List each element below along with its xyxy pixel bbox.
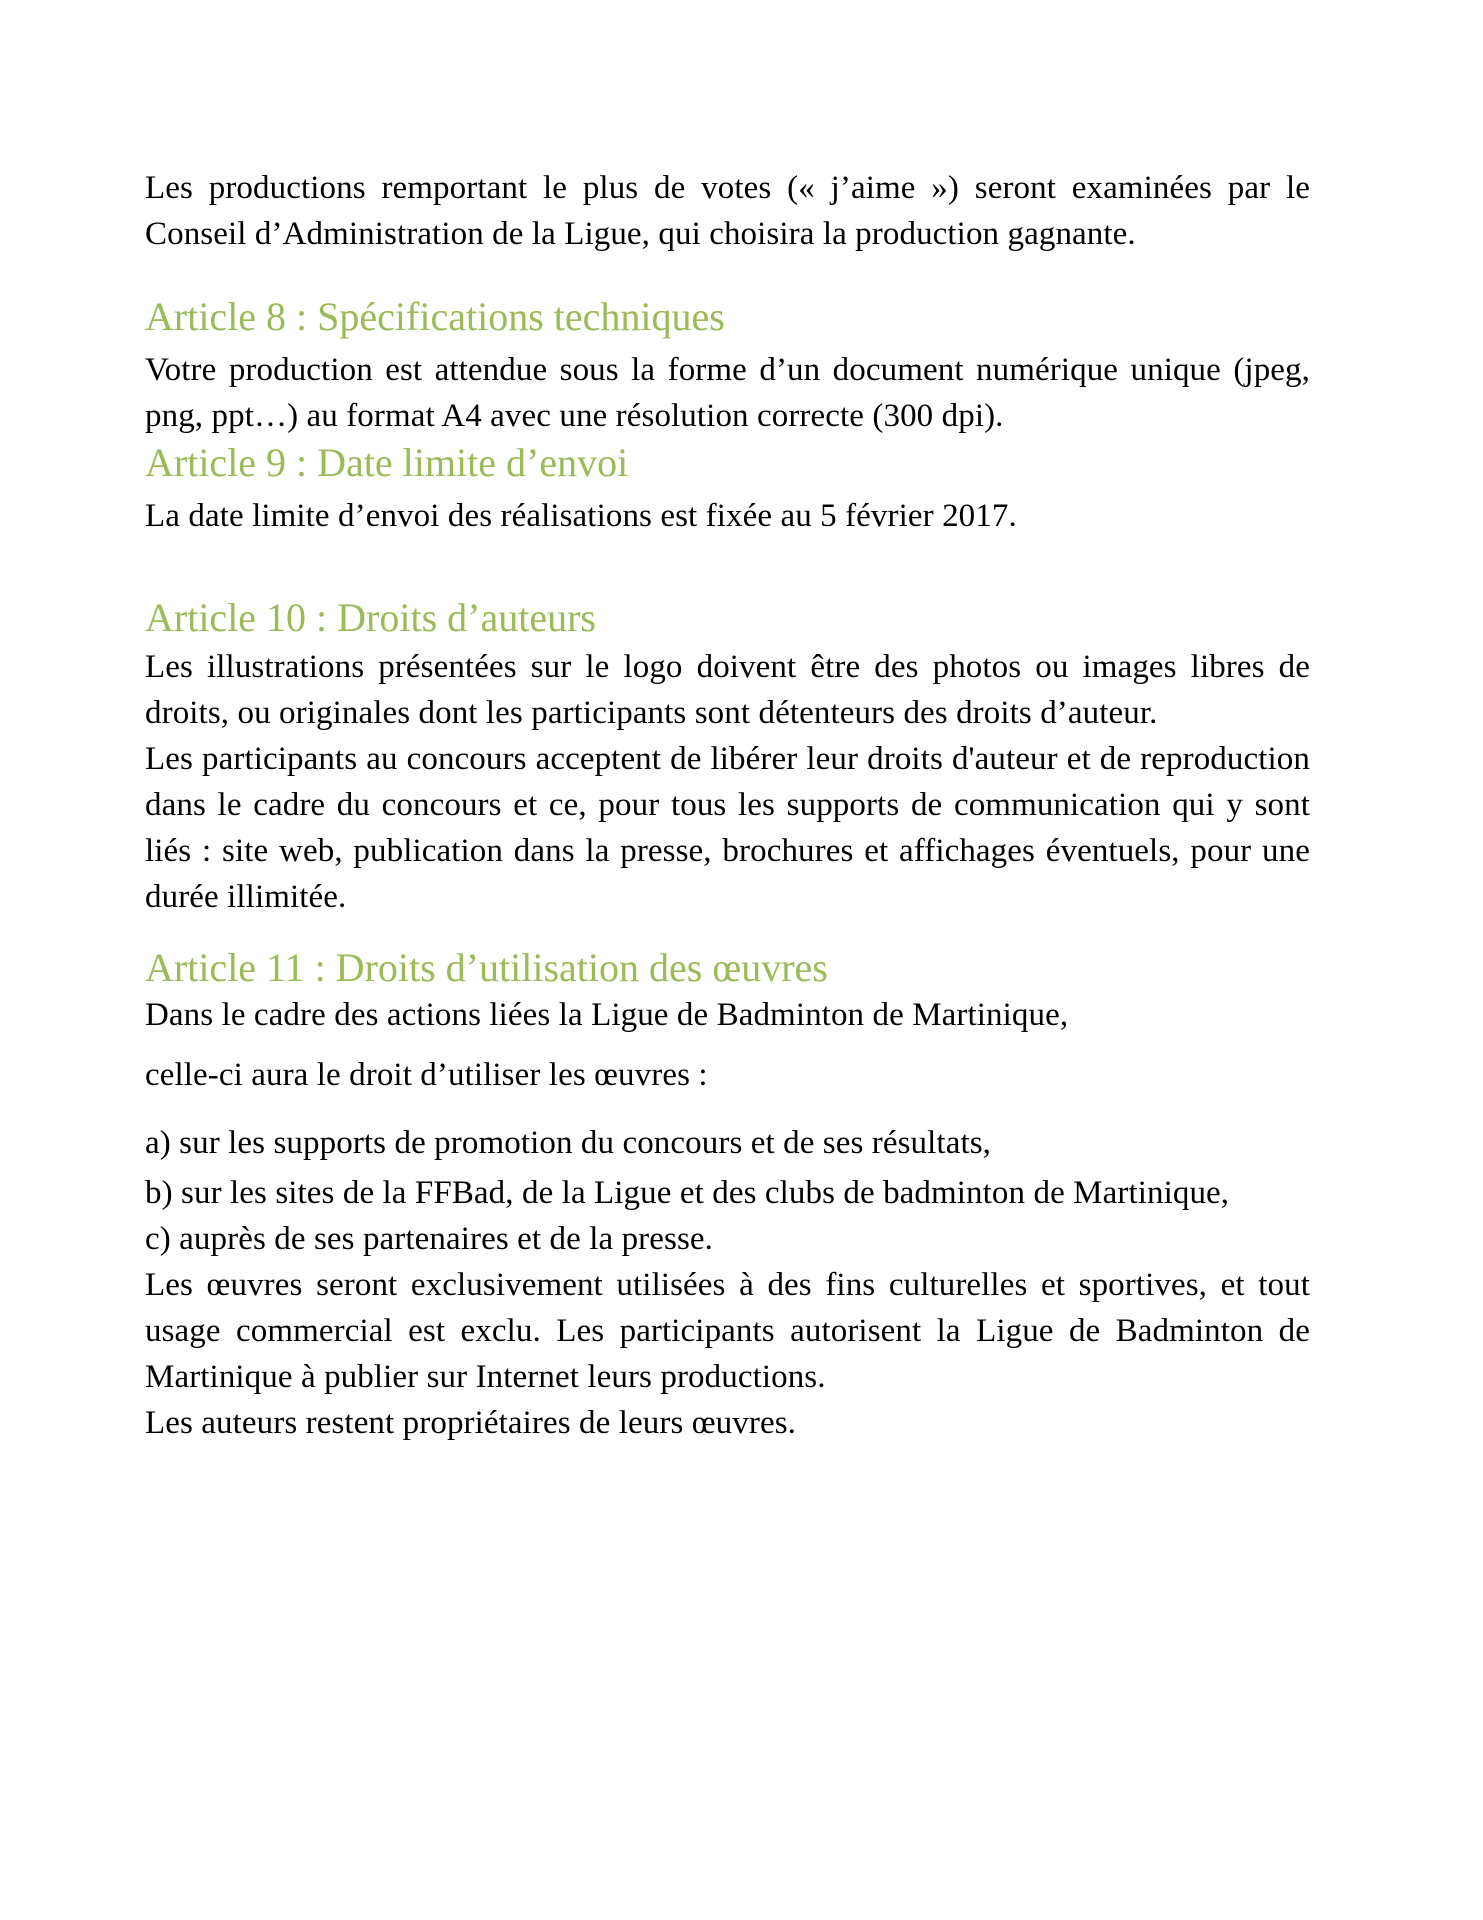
section-article-9 xyxy=(145,439,1310,539)
section-article-10 xyxy=(145,594,1310,920)
article-10-paragraph-reproduction: Les participants au concours acceptent de libérer leur droits d'auteur et de reproduction dans le cadre du concours et ce, pour tous les supports de communication qui y sont liés : site web, publication dans la presse, brochures et affichages éventuels, pour une durée illimitée. xyxy=(145,741,1310,915)
article-11-item-c: c) auprès de ses partenaires et de la presse. xyxy=(145,1221,713,1257)
intro-paragraph: Les productions remportant le plus de votes (« j’aime ») seront examinées par le Conseil d’Administration de la Ligue, qui choisira la production gagnante. xyxy=(145,170,1310,252)
article-11-paragraph-ownership: Les auteurs restent propriétaires de leurs œuvres. xyxy=(145,1405,797,1441)
article-8-heading: Article 8 : Spécifications techniques xyxy=(145,294,725,339)
article-9-paragraph: La date limite d’envoi des réalisations est fixée au 5 février 2017. xyxy=(145,498,1017,534)
section-article-11 xyxy=(145,944,1310,1446)
article-11-item-b: b) sur les sites de la FFBad, de la Ligue et des clubs de badminton de Martinique, xyxy=(145,1175,1230,1211)
article-10-paragraph-rights: Les illustrations présentées sur le logo doivent être des photos ou images libres de droits, ou originales dont les participants sont détenteurs des droits d’auteur. xyxy=(145,649,1310,731)
article-11-item-a: a) sur les supports de promotion du concours et de ses résultats, xyxy=(145,1125,992,1161)
article-11-paragraph-usage: celle-ci aura le droit d’utiliser les œuvres : xyxy=(145,1057,708,1093)
article-8-paragraph: Votre production est attendue sous la forme d’un document numérique unique (jpeg, png, ppt…) au format A4 avec une résolution correcte (300 dpi). xyxy=(145,352,1310,434)
article-11-paragraph-context: Dans le cadre des actions liées la Ligue de Badminton de Martinique, xyxy=(145,997,1069,1033)
article-9-heading: Article 9 : Date limite d’envoi xyxy=(145,440,629,485)
article-10-heading: Article 10 : Droits d’auteurs xyxy=(145,595,596,640)
article-11-heading: Article 11 : Droits d’utilisation des œuvres xyxy=(145,945,828,990)
article-11-paragraph-exclusive-use: Les œuvres seront exclusivement utilisées à des fins culturelles et sportives, et tout usage commercial est exclu. Les participants autorisent la Ligue de Badminton de Martinique à publier sur Internet leurs productions. xyxy=(145,1267,1310,1395)
section-article-8 xyxy=(145,293,1310,439)
